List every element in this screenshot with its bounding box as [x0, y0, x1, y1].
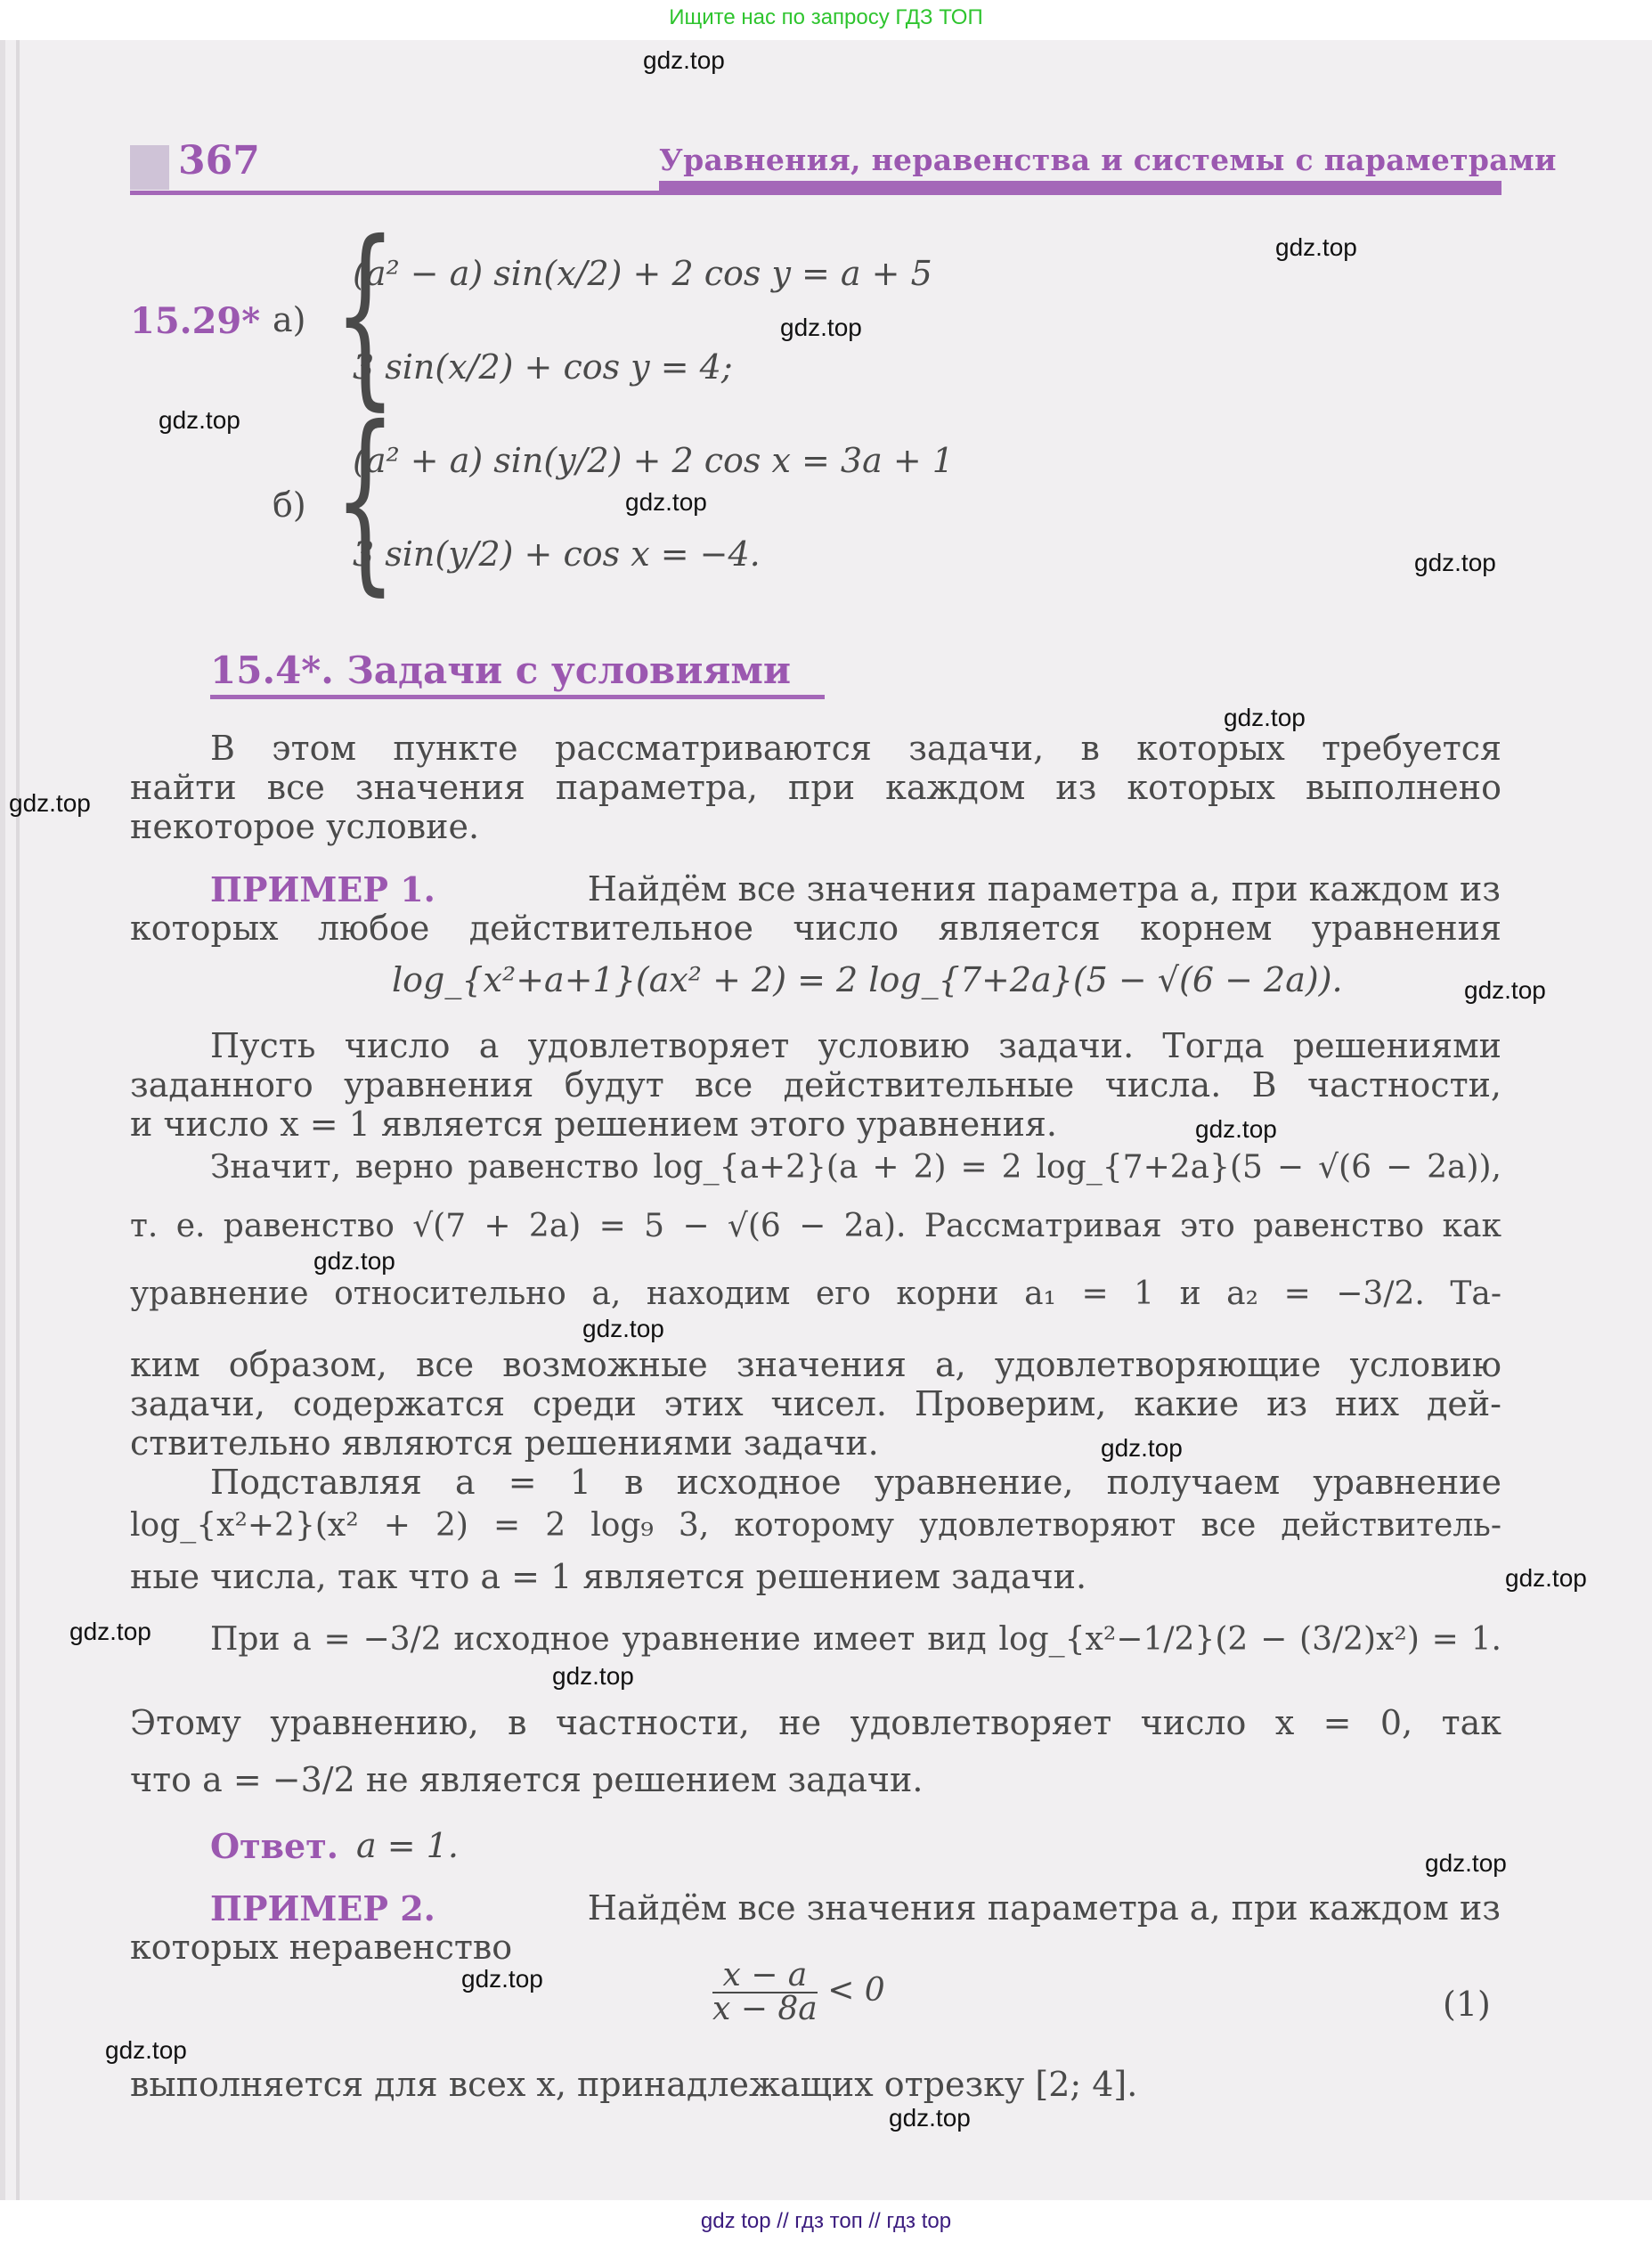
watermark: gdz.top — [552, 1662, 634, 1690]
example2-statement-2: которых неравенство — [130, 1928, 513, 1967]
answer-label: Ответ. — [210, 1826, 339, 1866]
inequality-denominator: x − 8a — [712, 1991, 818, 2027]
watermark: gdz.top — [582, 1315, 664, 1342]
example1-label: ПРИМЕР 1. — [210, 869, 435, 909]
system-b-eq1: (a² + a) sin(y/2) + 2 cos x = 3a + 1 — [353, 441, 954, 480]
example1-para2-line6: ствительно являются решениями задачи. — [130, 1423, 879, 1463]
example2-statement-1: Найдём все значения параметра a, при каждом из — [587, 1888, 1501, 1928]
intro-line-3: некоторое условие. — [130, 807, 480, 846]
example1-para2-line4: ким образом, все возможные значения a, удовлетворяющие условию — [130, 1345, 1501, 1384]
example1-para3-line1: Подставляя a = 1 в исходное уравнение, получаем уравнение — [210, 1463, 1501, 1502]
example1-para2-line2: т. е. равенство √(7 + 2a) = 5 − √(6 − 2a). Рассматривая это равенство как — [130, 1208, 1501, 1244]
example1-equation: log_{x²+a+1}(ax² + 2) = 2 log_{7+2a}(5 − √(6 − 2a)). — [392, 960, 1343, 999]
part-b-label: б) — [273, 485, 306, 525]
inequality-fraction — [712, 1957, 818, 2027]
example1-para3-line3: ные числа, так что a = 1 является решением задачи. — [130, 1557, 1087, 1596]
example1-para4-line2: Этому уравнению, в частности, не удовлетворяет число x = 0, так — [130, 1703, 1501, 1742]
example2-statement-3: выполняется для всех x, принадлежащих отрезку [2; 4]. — [130, 2065, 1138, 2104]
watermark: gdz.top — [1505, 1564, 1587, 1592]
watermark: gdz.top — [780, 314, 862, 341]
example1-para2-line3: уравнение относительно a, находим его корни a₁ = 1 и a₂ = −3/2. Та- — [130, 1276, 1501, 1312]
example1-para4-line3: что a = −3/2 не является решением задачи. — [130, 1760, 924, 1799]
example1-statement-1: Найдём все значения параметра a, при каждом из — [587, 869, 1501, 909]
example1-para1-line3: и число x = 1 является решением этого уравнения. — [130, 1105, 1057, 1144]
header-rule — [130, 191, 1501, 195]
page-number: 367 — [178, 138, 260, 183]
example2-label: ПРИМЕР 2. — [210, 1888, 435, 1928]
watermark: gdz.top — [1425, 1849, 1507, 1877]
example1-para2-line1: Значит, верно равенство log_{a+2}(a + 2) = 2 log_{7+2a}(5 − √(6 − 2a)), — [210, 1149, 1501, 1186]
inequality-numerator: x − a — [712, 1960, 818, 1993]
header-color-block — [130, 145, 169, 190]
system-brace-b: { — [334, 385, 396, 613]
watermark: gdz.top — [1101, 1434, 1183, 1462]
example1-para2-line5: задачи, содержатся среди этих чисел. Проверим, какие из них дей- — [130, 1384, 1501, 1423]
system-brace-a: { — [334, 200, 396, 428]
inequality-relation: < 0 — [827, 1972, 885, 2009]
watermark: gdz.top — [461, 1965, 543, 1993]
watermark: gdz.top — [889, 2104, 971, 2132]
system-b-eq2: 3 sin(y/2) + cos x = −4. — [353, 534, 761, 574]
part-a-label: а) — [273, 300, 306, 339]
watermark: gdz.top — [1464, 976, 1546, 1004]
intro-line-2: найти все значения параметра, при каждом из которых выполнено — [130, 768, 1501, 807]
watermark: gdz.top — [313, 1247, 395, 1275]
page-spine-shadow — [16, 40, 20, 2200]
footer-watermark: gdz top // гдз топ // гдз top — [700, 2209, 952, 2233]
problem-number: 15.29* — [130, 300, 261, 342]
intro-line-1: В этом пункте рассматриваются задачи, в которых требуется — [210, 729, 1501, 768]
watermark: gdz.top — [625, 488, 707, 516]
watermark: gdz.top — [1224, 704, 1306, 731]
watermark: gdz.top — [1275, 233, 1357, 261]
watermark: gdz.top — [159, 406, 240, 434]
system-a-eq2: 3 sin(x/2) + cos y = 4; — [353, 347, 733, 387]
section-title: 15.4*. Задачи с условиями — [210, 648, 792, 692]
example1-para4-line1: При a = −3/2 исходное уравнение имеет вид log_{x²−1/2}(2 − (3/2)x²) = 1. — [210, 1621, 1501, 1658]
example1-statement-2: которых любое действительное число является корнем уравнения — [130, 909, 1501, 948]
search-banner: Ищите нас по запросу ГДЗ ТОП — [669, 5, 983, 29]
system-a-eq1: (a² − a) sin(x/2) + 2 cos y = a + 5 — [353, 254, 932, 293]
section-underline — [210, 695, 825, 699]
watermark: gdz.top — [105, 2036, 187, 2064]
watermark: gdz.top — [1414, 549, 1496, 576]
running-title: Уравнения, неравенства и системы с параметрами — [659, 143, 1557, 177]
watermark: gdz.top — [1195, 1115, 1277, 1143]
watermark: gdz.top — [69, 1618, 151, 1645]
watermark: gdz.top — [9, 789, 91, 817]
equation-tag: (1) — [1443, 1985, 1491, 2024]
watermark: gdz.top — [643, 46, 725, 74]
answer-value: a = 1. — [356, 1826, 459, 1865]
example1-para1-line1: Пусть число a удовлетворяет условию задачи. Тогда решениями — [210, 1026, 1501, 1065]
example1-para3-line2: log_{x²+2}(x² + 2) = 2 log₉ 3, которому удовлетворяют все действитель- — [130, 1507, 1501, 1544]
inequality — [712, 1957, 885, 2027]
example1-para1-line2: заданного уравнения будут все действительные числа. В частности, — [130, 1065, 1501, 1105]
